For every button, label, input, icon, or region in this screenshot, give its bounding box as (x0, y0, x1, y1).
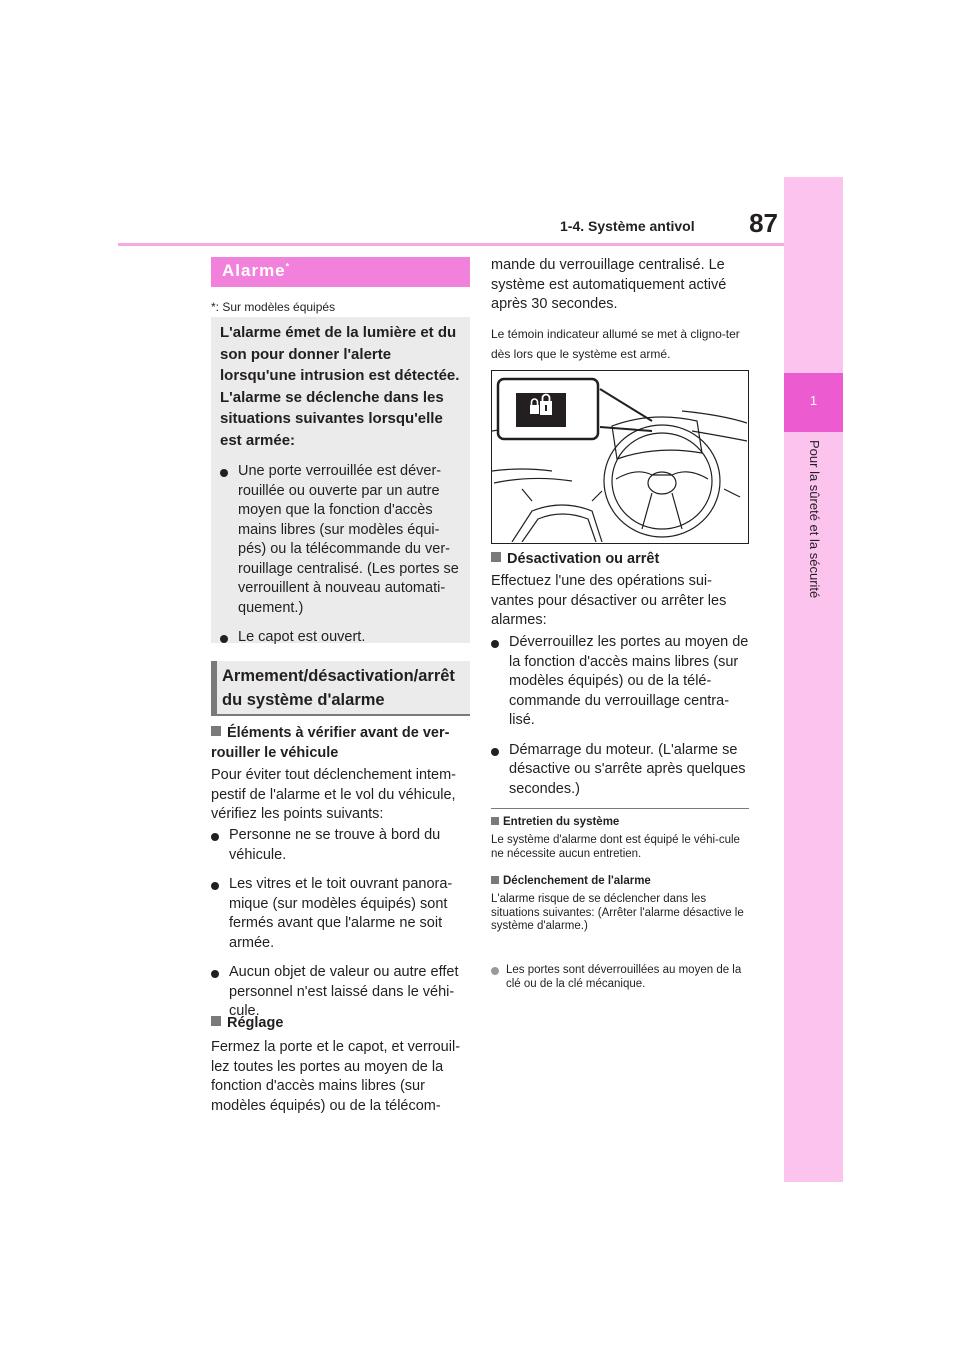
trigger-text: L'alarme risque de se déclencher dans les situations suivantes: (Arrêter l'alarme désactive le système d'alarme.) (491, 893, 744, 932)
square-bullet-icon (211, 726, 221, 736)
square-bullet-icon (491, 552, 501, 562)
footnote: *: Sur modèles équipés (211, 300, 336, 314)
deactivation-subheading (491, 550, 749, 570)
list-item: Déverrouillez les portes au moyen de la fonction d'accès mains libres (sur modèles équipés) ou de la télé-commande du verrouillage centra-lisé. (491, 633, 749, 731)
deactivation-subheading-label: Désactivation ou arrêt (507, 551, 660, 567)
alarm-heading (222, 261, 290, 281)
arming-heading: Armement/désactivation/arrêt du système d'alarme (222, 667, 455, 709)
trigger-heading-label: Déclenchement de l'alarme (503, 875, 651, 887)
header-divider (118, 243, 784, 246)
alarm-heading-label: Alarme (222, 261, 286, 280)
notes-divider (491, 808, 749, 809)
list-item: Aucun objet de valeur ou autre effet personnel n'est laissé dans le véhi-cule. (211, 963, 466, 1022)
list-item: Les vitres et le toit ouvrant panora-mique (sur modèles équipés) sont fermés avant que l'alarme ne soit armée. (211, 875, 466, 953)
check-bullet-list (211, 826, 466, 1032)
maintenance-text: Le système d'alarme dont est équipé le véhi-cule ne nécessite aucun entretien. (491, 834, 740, 860)
deactivation-bullet-list (491, 633, 749, 809)
page-number: 87 (749, 208, 778, 238)
trigger-bullet-list (491, 964, 749, 991)
chapter-label: Pour la sûreté et la sécurité (807, 440, 822, 599)
reglage-text: Fermez la porte et le capot, et verrouil-lez toutes les portes au moyen de la fonction d'accès mains libres (sur modèles équipés) ou de la télécom- (211, 1039, 461, 1114)
indicator-note: Le témoin indicateur allumé se met à cligno-ter dès lors que le système est armé. (491, 327, 740, 361)
list-item: Le capot est ouvert. (220, 628, 465, 648)
reglage-subheading (211, 1014, 466, 1034)
list-item: Personne ne se trouve à bord du véhicule. (211, 826, 466, 865)
info-intro: L'alarme émet de la lumière et du son pour donner l'alerte lorsqu'une intrusion est détectée. L'alarme se déclenche dans les situations suivantes lorsqu'elle est armée: (220, 324, 460, 449)
list-item: Les portes sont déverrouillées au moyen de la clé ou de la clé mécanique. (491, 964, 749, 991)
maintenance-heading-label: Entretien du système (503, 816, 620, 828)
section-title: 1-4. Système antivol (560, 218, 695, 234)
deactivation-text: Effectuez l'une des opérations sui-vantes pour désactiver ou arrêter les alarmes: (491, 573, 727, 628)
square-bullet-icon (211, 1016, 221, 1026)
maintenance-heading (491, 815, 749, 830)
list-item: Une porte verrouillée est déver-rouillée ou ouverte par un autre moyen que la fonction d'accès mains libres (sur modèles équi-pés) ou la télécommande du ver-rouillage centralisé. (Les portes se verrouillent à nouveau automati-quement.) (220, 462, 465, 618)
dashboard-illustration (491, 370, 749, 544)
check-subheading (211, 724, 466, 763)
alarm-heading-mark: * (285, 261, 291, 272)
chapter-number: 1 (809, 393, 818, 408)
square-bullet-icon (491, 817, 499, 825)
check-subheading-label: Éléments à vérifier avant de ver-rouiller le véhicule (211, 725, 450, 761)
reglage-subheading-label: Réglage (227, 1015, 284, 1031)
trigger-heading (491, 874, 749, 889)
check-text: Pour éviter tout déclenchement intem-pestif de l'alarme et le vol du véhicule, vérifiez les points suivants: (211, 767, 457, 822)
reglage-text-continued: mande du verrouillage centralisé. Le système est automatiquement activé après 30 secondes. (491, 257, 727, 312)
list-item: Démarrage du moteur. (L'alarme se désactive ou s'arrête après quelques secondes.) (491, 741, 749, 800)
dashboard-drawing (492, 371, 747, 542)
info-bullet-list (220, 462, 465, 658)
square-bullet-icon (491, 876, 499, 884)
arming-heading-rule (211, 714, 470, 716)
chapter-label-container (800, 440, 824, 680)
